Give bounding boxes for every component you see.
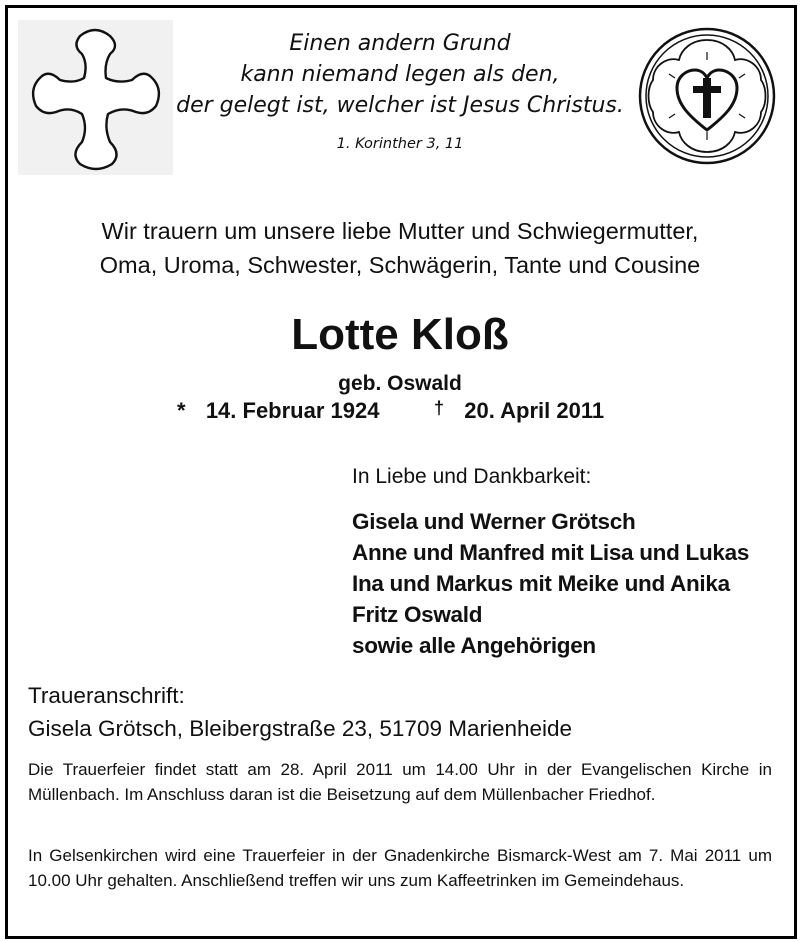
funeral-notice: Die Trauerfeier findet statt am 28. April 2011 um 14.00 Uhr in der Evangelischen Kirche in Müllenbach. Im Anschluss daran ist die Beisetzung auf dem Müllenbacher Friedhof. [28, 760, 772, 804]
condolence-address [28, 679, 572, 745]
verse-reference: 1. Korinther 3, 11 [336, 136, 464, 152]
verse-line: Einen andern Grund [289, 31, 511, 56]
address-value: Gisela Grötsch, Bleibergstraße 23, 51709 Marienheide [28, 716, 573, 741]
mourner-name: sowie alle Angehörigen [352, 633, 596, 658]
birth-date-block [177, 398, 379, 424]
mourner-name: Fritz Oswald [352, 602, 483, 627]
bible-verse [0, 28, 800, 121]
birth-date: 14. Februar 1924 [205, 398, 380, 423]
birth-name: geb. Oswald [338, 372, 462, 395]
mourner-name: Anne und Manfred mit Lisa und Lukas [352, 540, 750, 565]
mourner-name: Ina und Markus mit Meike und Anika [352, 571, 730, 596]
mourning-intro [0, 214, 800, 282]
memorial-notice: In Gelsenkirchen wird eine Trauerfeier in der Gnadenkirche Bismarck-West am 7. Mai 2011 um 10.00 Uhr gehalten. Anschließend treffen wir uns zum Kaffeetrinken im Gemeindehaus. [28, 846, 772, 890]
deceased-name: Lotte Kloß [291, 310, 509, 359]
mourners-list [352, 506, 749, 661]
mourner-name: Gisela und Werner Grötsch [352, 509, 636, 534]
address-label: Traueranschrift: [28, 683, 185, 708]
death-date-block [434, 398, 604, 424]
verse-line: der gelegt ist, welcher ist Jesus Christus. [176, 93, 624, 118]
intro-line-1: Wir trauern um unsere liebe Mutter und Schwiegermutter, [101, 218, 699, 244]
intro-line-2: Oma, Uroma, Schwester, Schwägerin, Tante und Cousine [99, 252, 701, 278]
verse-line: kann niemand legen als den, [240, 62, 560, 87]
birth-symbol: * [177, 398, 186, 423]
mourners-heading: In Liebe und Dankbarkeit: [352, 465, 592, 488]
death-symbol: † [434, 398, 445, 418]
death-date: 20. April 2011 [464, 398, 605, 423]
